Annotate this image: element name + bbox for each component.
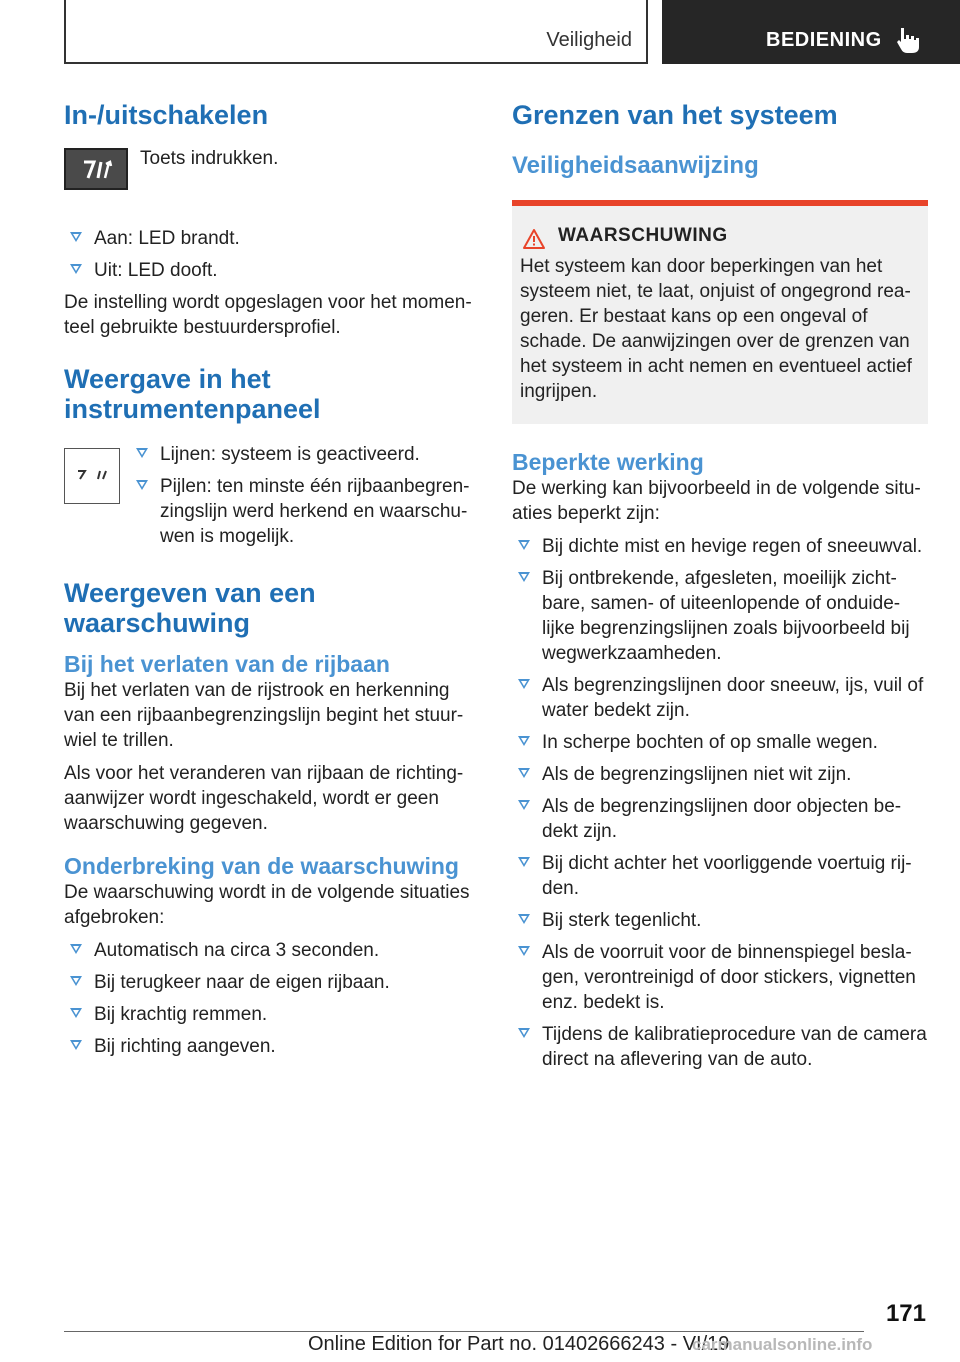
heading-in-uitschakelen: In-/uitschakelen xyxy=(64,100,269,130)
left-column xyxy=(64,100,476,1059)
header-section-title: Veiligheid xyxy=(546,29,632,51)
warning-box xyxy=(512,200,928,424)
list-item: Bij ontbrekende, afgesleten, moeilijk zicht- bare, samen- of uiteenlopende of onduide- lijke begrenzingslijnen zoals bijvoorbeeld bij wegwerkzaamheden. xyxy=(512,566,928,666)
warning-title: WAARSCHUWING xyxy=(558,225,728,246)
lane-lines-display-icon xyxy=(64,448,120,504)
list-item: Lijnen: systeem is geactiveerd. xyxy=(130,442,476,467)
header-tab-label: BEDIENING xyxy=(766,29,882,51)
beperkte-text: De werking kan bijvoorbeeld in de volgende situ- aties beperkt zijn: xyxy=(512,478,921,524)
list-item: Tijdens de kalibratieprocedure van de camera direct na aflevering van de auto. xyxy=(512,1022,928,1072)
list-item: Als begrenzingslijnen door sneeuw, ijs, vuil of water bedekt zijn. xyxy=(512,673,928,723)
heading-verlaten: Bij het verlaten van de rijbaan xyxy=(64,651,390,677)
instelling-text: De instelling wordt opgeslagen voor het momen- teel gebruikte bestuurdersprofiel. xyxy=(64,292,472,338)
beperkte-list xyxy=(512,534,928,1072)
list-item: Als de begrenzingslijnen niet wit zijn. xyxy=(512,762,928,787)
heading-grenzen: Grenzen van het systeem xyxy=(512,100,838,130)
list-item: Pijlen: ten minste één rijbaanbegren- zingslijn werd herkend en waarschu- wen is mogelijk. xyxy=(130,474,476,549)
online-edition-text: Online Edition for Part no. 01402666243 - VI/19 xyxy=(308,1333,730,1355)
list-item: Als de begrenzingslijnen door objecten be- dekt zijn. xyxy=(512,794,928,844)
onderbreking-list xyxy=(64,938,476,1059)
heading-weergave: Weergave in het instrumentenpaneel xyxy=(64,364,321,424)
list-item: Als de voorruit voor de binnenspiegel besla- gen, verontreinigd of door stickers, vignetten enz. bedekt is. xyxy=(512,940,928,1015)
header-box xyxy=(64,0,648,64)
list-item: Bij dicht achter het voorliggende voertuig rij- den. xyxy=(512,851,928,901)
verlaten-p1: Bij het verlaten van de rijstrook en herkenning van een rijbaanbegrenzingslijn begint het stuur- wiel te trillen. xyxy=(64,680,464,751)
toets-text: Toets indrukken. xyxy=(140,148,279,169)
list-item: In scherpe bochten of op smalle wegen. xyxy=(512,730,928,755)
list-item: Bij krachtig remmen. xyxy=(64,1002,476,1027)
heading-veiligheidsaanwijzing: Veiligheidsaanwijzing xyxy=(512,152,759,179)
heading-onderbreking: Onderbreking van de waarschuwing xyxy=(64,853,459,879)
list-item: Bij dichte mist en hevige regen of sneeuwval. xyxy=(512,534,928,559)
footer-divider xyxy=(64,1331,864,1332)
lane-departure-button-icon xyxy=(64,148,128,190)
list-item: Bij richting aangeven. xyxy=(64,1034,476,1059)
list-item: Bij sterk tegenlicht. xyxy=(512,908,928,933)
warning-text: Het systeem kan door beperkingen van het systeem niet, te laat, onjuist of ongegrond rea- geren. Er bestaat kans op een ongeval of schade. De aanwijzingen over de grenzen van het systeem in acht nemen en eventueel actief ingrijpen. xyxy=(520,256,912,402)
list-item: Uit: LED dooft. xyxy=(64,258,476,283)
list-item: Aan: LED brandt. xyxy=(64,226,476,251)
heading-beperkte-werking: Beperkte werking xyxy=(512,449,704,475)
list-item: Bij terugkeer naar de eigen rijbaan. xyxy=(64,970,476,995)
right-column xyxy=(512,100,928,1072)
watermark: carmanualsonline.info xyxy=(692,1335,873,1354)
verlaten-p2: Als voor het veranderen van rijbaan de richting- aanwijzer wordt ingeschakeld, wordt er geen waarschuwing gegeven. xyxy=(64,763,464,834)
heading-waarschuwing: Weergeven van een waarschuwing xyxy=(64,578,316,638)
list-item: Automatisch na circa 3 seconden. xyxy=(64,938,476,963)
pointing-hand-icon xyxy=(896,26,922,54)
header-tab-bediening[interactable] xyxy=(662,0,960,64)
onoff-list xyxy=(64,226,476,283)
onderbreking-text: De waarschuwing wordt in de volgende situaties afgebroken: xyxy=(64,882,470,928)
weergave-list xyxy=(130,442,476,549)
warning-triangle-icon xyxy=(522,228,546,250)
page-number: 171 xyxy=(885,1300,926,1327)
